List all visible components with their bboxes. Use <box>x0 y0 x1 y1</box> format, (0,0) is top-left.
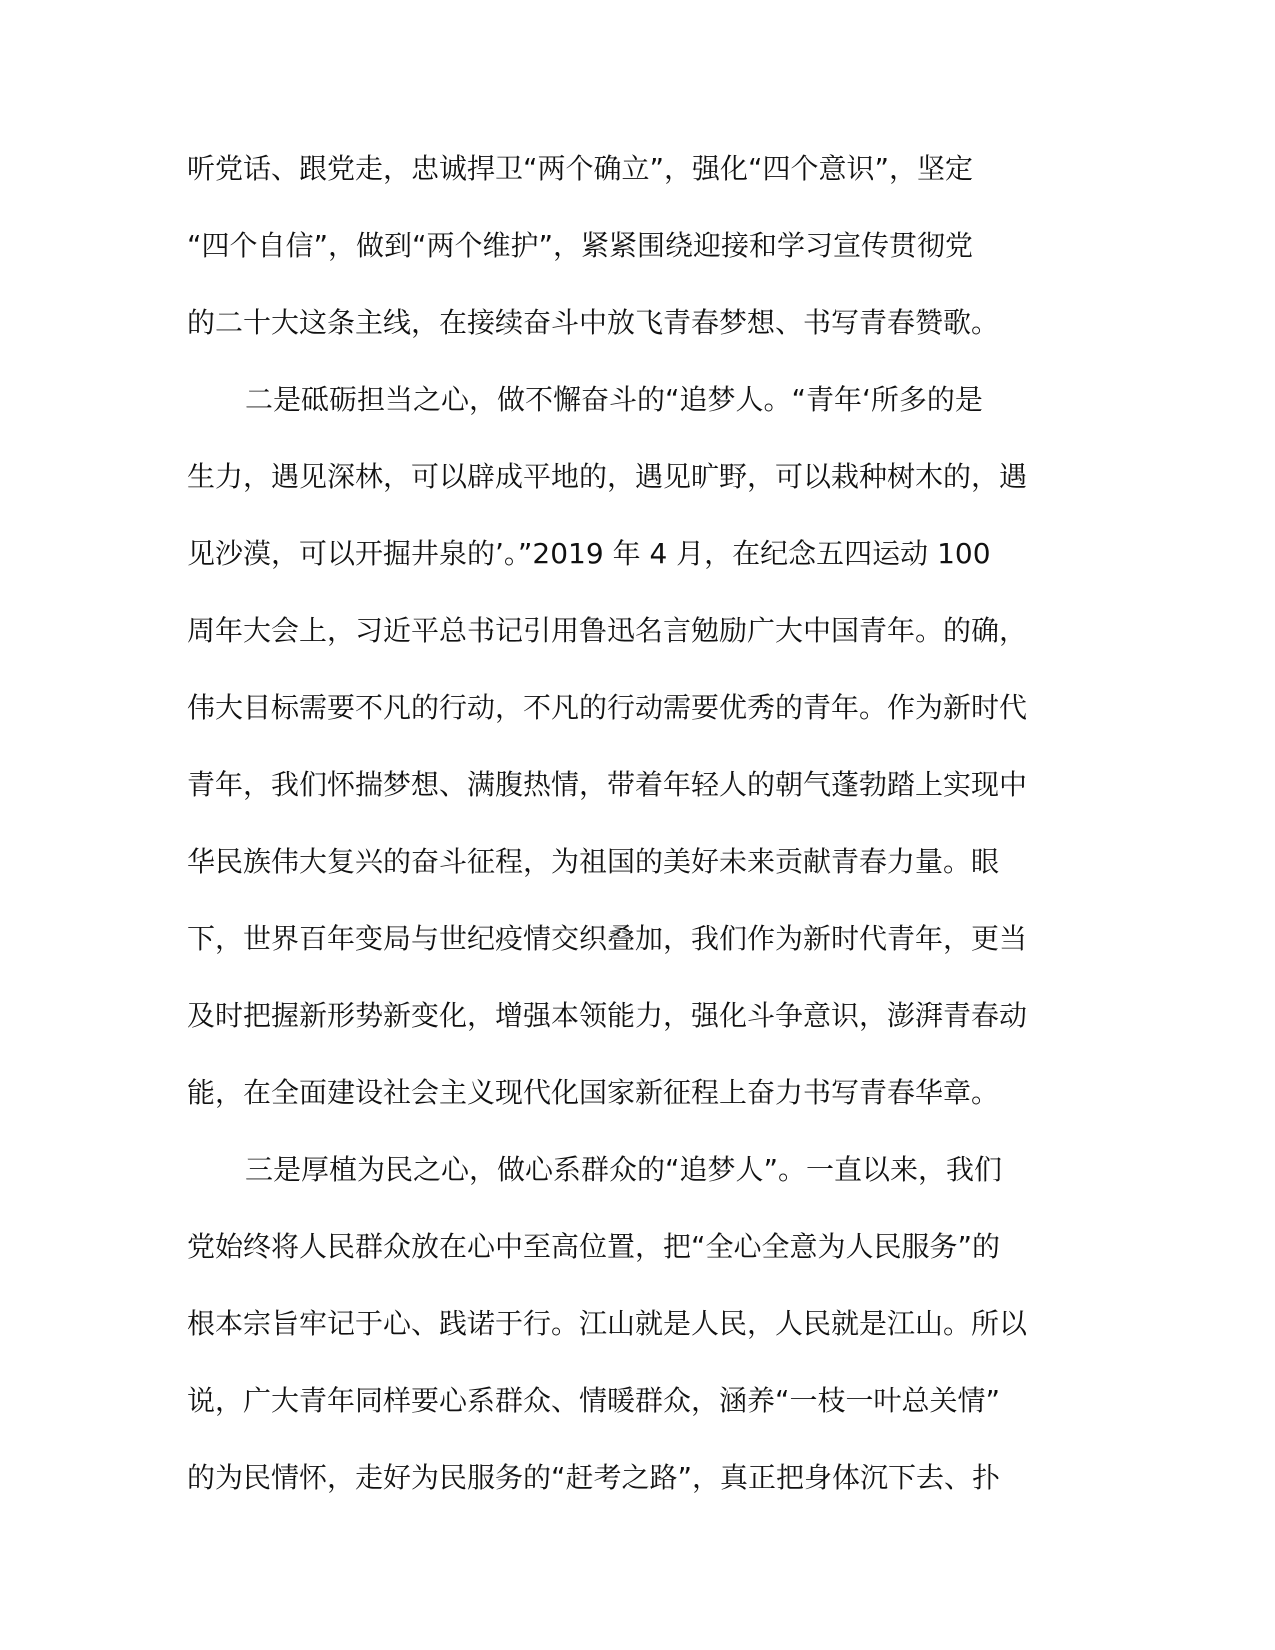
paragraph-start-line: 二是砥砺担当之心，做不懈奋斗的“追梦人。“青年‘所多的是 <box>245 383 983 416</box>
text-line: 的为民情怀，走好为民服务的“赶考之路”，真正把身体沉下去、扑 <box>187 1461 1001 1494</box>
text-line: 周年大会上，习近平总书记引用鲁迅名言勉励广大中国青年。的确， <box>187 614 1028 647</box>
text-line: 听党话、跟党走，忠诚捍卫“两个确立”，强化“四个意识”，坚定 <box>187 152 974 185</box>
text-line: “四个自信”，做到“两个维护”，紧紧围绕迎接和学习宣传贯彻党 <box>187 229 974 262</box>
text-line: 的二十大这条主线，在接续奋斗中放飞青春梦想、书写青春赞歌。 <box>187 306 1000 339</box>
text-line: 下，世界百年变局与世纪疫情交织叠加，我们作为新时代青年，更当 <box>187 922 1028 955</box>
text-line: 生力，遇见深林，可以辟成平地的，遇见旷野，可以栽种树木的，遇 <box>187 460 1028 493</box>
text-line: 青年，我们怀揣梦想、满腹热情，带着年轻人的朝气蓬勃踏上实现中 <box>187 768 1028 801</box>
text-line: 能，在全面建设社会主义现代化国家新征程上奋力书写青春华章。 <box>187 1076 1000 1109</box>
text-line: 伟大目标需要不凡的行动，不凡的行动需要优秀的青年。作为新时代 <box>187 691 1028 724</box>
body-text <box>187 138 1067 1524</box>
text-line: 见沙漠，可以开掘井泉的’。”2019 年 4 月，在纪念五四运动 100 <box>187 537 991 570</box>
text-line: 华民族伟大复兴的奋斗征程，为祖国的美好未来贡献青春力量。眼 <box>187 845 1000 878</box>
text-line: 党始终将人民群众放在心中至高位置，把“全心全意为人民服务”的 <box>187 1230 1001 1263</box>
text-line: 及时把握新形势新变化，增强本领能力，强化斗争意识，澎湃青春动 <box>187 999 1028 1032</box>
paragraph-start-line: 三是厚植为民之心，做心系群众的“追梦人”。一直以来，我们 <box>245 1153 1003 1186</box>
text-line: 说，广大青年同样要心系群众、情暖群众，涵养“一枝一叶总关情” <box>187 1384 1001 1417</box>
text-line: 根本宗旨牢记于心、践诺于行。江山就是人民，人民就是江山。所以 <box>187 1307 1028 1340</box>
